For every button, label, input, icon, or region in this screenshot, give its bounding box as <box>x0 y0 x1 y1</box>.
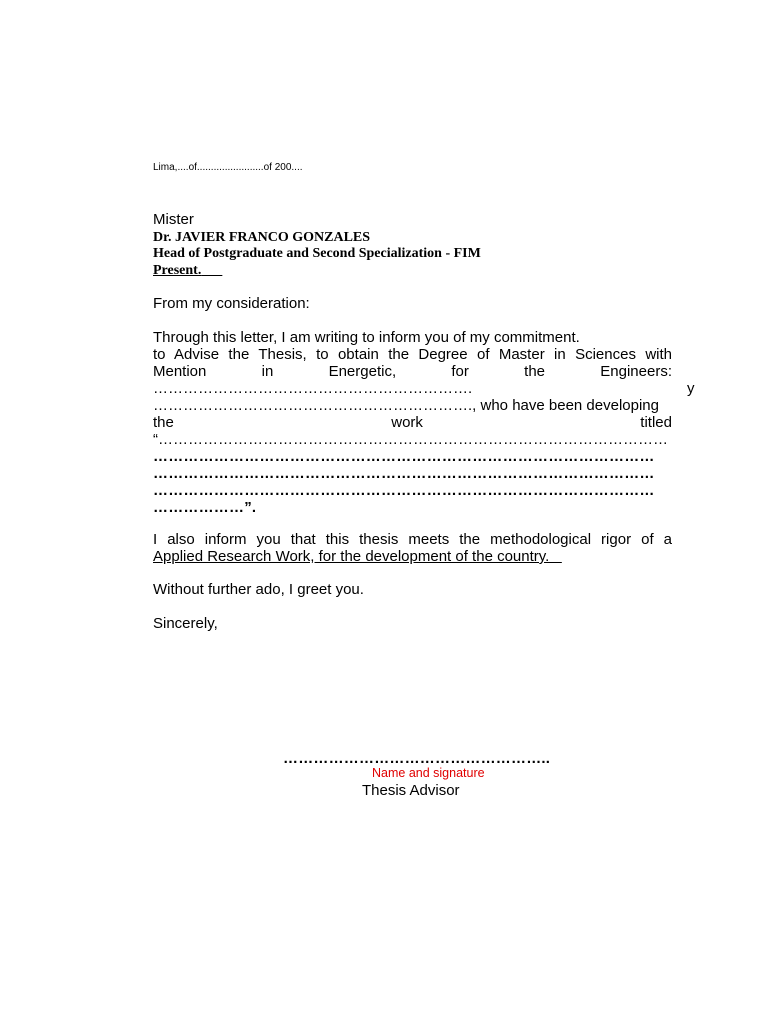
body-line-3: Mention in Energetic, for the Engineers: <box>153 363 672 380</box>
recipient-present <box>153 263 222 279</box>
title-placeholder-5: ………………”. <box>153 499 257 516</box>
closing: Without further ado, I greet you. <box>153 581 364 598</box>
greeting: From my consideration: <box>153 295 310 312</box>
body-line-2: to Advise the Thesis, to obtain the Degree of Master in Sciences with <box>153 346 672 363</box>
title-placeholder-1: “………………………………………………………………………………………… <box>153 431 668 448</box>
title-placeholder-4: ……………………………………………………………………………………… <box>153 482 655 499</box>
body-line-4 <box>153 380 472 397</box>
engineer-2-placeholder: ………………………………………………………. <box>153 397 473 414</box>
sign-off: Sincerely, <box>153 615 218 632</box>
advisor-title: Thesis Advisor <box>362 782 460 799</box>
body-line-5-text: , who have been developing <box>472 397 659 414</box>
salutation: Mister <box>153 211 194 228</box>
recipient-position: Head of Postgraduate and Second Specialization - FIM <box>153 246 481 261</box>
present-underline-trail <box>201 263 222 278</box>
signature-label: Name and signature <box>372 766 485 780</box>
body-line-5 <box>153 397 659 414</box>
title-placeholder-2: ……………………………………………………………………………………… <box>153 448 655 465</box>
date-line: Lima,....of........................of 200.... <box>153 162 303 173</box>
body-line-4-end: y <box>687 380 695 397</box>
signature-line: …………………………………………….. <box>283 750 551 767</box>
body-line-6: the work titled <box>153 414 672 431</box>
present-label: Present. <box>153 263 202 278</box>
rigor-line-2: Applied Research Work, for the development of the country. <box>153 548 562 565</box>
engineer-1-placeholder: ………………………………………………………. <box>153 380 473 397</box>
rigor-line-1: I also inform you that this thesis meets the methodological rigor of a <box>153 531 672 548</box>
title-placeholder-3: ……………………………………………………………………………………… <box>153 465 655 482</box>
body-line-1: Through this letter, I am writing to inform you of my commitment. <box>153 329 580 346</box>
recipient-name: Dr. JAVIER FRANCO GONZALES <box>153 230 371 245</box>
